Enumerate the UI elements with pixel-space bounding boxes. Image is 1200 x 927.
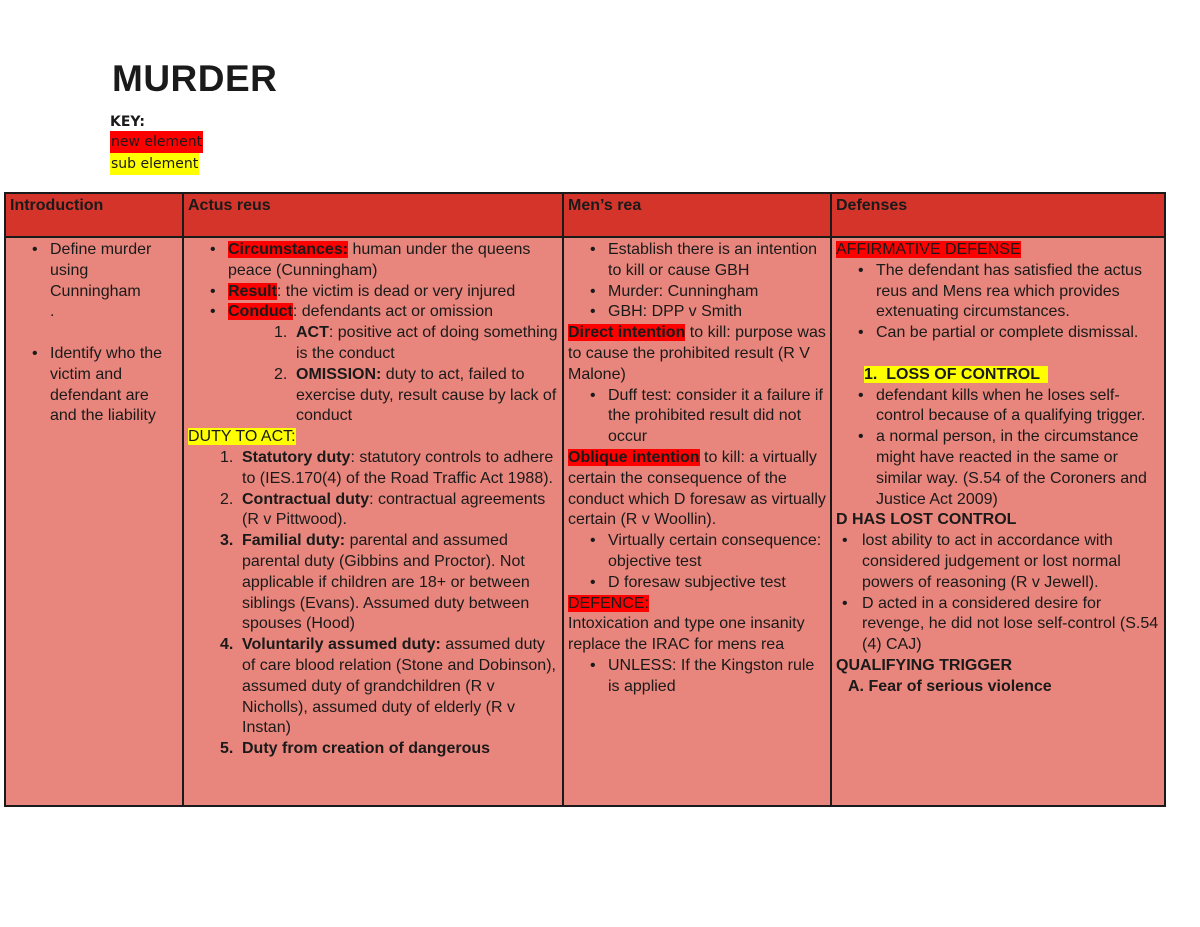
list-item: • GBH: DPP v Smith	[568, 302, 826, 323]
loss-of-control-list	[836, 386, 1160, 511]
list-item: 2. Contractual duty: contractual agreements (R v Pittwood).	[220, 490, 546, 529]
oblique-intention-label: Oblique intention	[568, 448, 700, 466]
direct-intention-label: Direct intention	[568, 324, 686, 342]
duties-list	[188, 448, 558, 760]
key-new-element: new element	[110, 131, 203, 153]
actus-reus-cell	[183, 237, 563, 806]
header-row	[5, 193, 1165, 237]
key-legend	[110, 113, 203, 175]
result-label: Result	[228, 282, 277, 300]
list-item: 4. Voluntarily assumed duty: assumed duty of care blood relation (Stone and Dobinson), assumed duty of grandchildren (R v Nicholls), assumed duty of elderly (R v Instan)	[220, 636, 556, 737]
duff-test-list	[568, 386, 826, 448]
list-item: • Result: the victim is dead or very injured	[188, 282, 558, 303]
lost-control-heading: D HAS LOST CONTROL	[836, 511, 1017, 529]
list-item: 5. Duty from creation of dangerous	[220, 740, 491, 758]
list-item: • lost ability to act in accordance with considered judgement or lost normal powers of reasoning (R v Jewell).	[836, 531, 1160, 593]
duty-to-act-heading: DUTY TO ACT:	[188, 428, 296, 446]
list-item: • Can be partial or complete dismissal.	[836, 323, 1160, 344]
list-item: • Conduct: defendants act or omission	[188, 302, 558, 323]
defence-text: Intoxication and type one insanity replace the IRAC for mens rea	[568, 615, 805, 654]
qualifying-trigger-heading: QUALIFYING TRIGGER	[836, 656, 1012, 674]
circumstances-label: Circumstances:	[228, 241, 349, 258]
list-item: • Identify who the victim and defendant are and the liability	[10, 344, 172, 427]
list-item: • D foresaw subjective test	[568, 573, 826, 594]
list-item: • Duff test: consider it a failure if the prohibited result did not occur	[568, 386, 826, 448]
page-title: MURDER	[112, 58, 278, 99]
list-item: • Virtually certain consequence: objective test	[568, 531, 826, 573]
header-introduction: Introduction	[5, 193, 183, 237]
defenses-cell	[831, 237, 1165, 806]
content-row	[5, 237, 1165, 806]
introduction-cell	[5, 237, 183, 806]
key-label: KEY:	[110, 114, 145, 130]
affirmative-list	[836, 261, 1160, 344]
list-item: • Circumstances: human under the queens peace (Cunningham)	[188, 240, 558, 282]
list-item: • D acted in a considered desire for revenge, he did not lose self-control (S.54 (4) CAJ)	[836, 594, 1160, 656]
list-item: 1. ACT: positive act of doing something is the conduct	[274, 324, 558, 362]
defence-label: DEFENCE:	[568, 594, 649, 612]
oblique-tests-list	[568, 531, 826, 593]
list-item: • Murder: Cunningham	[568, 282, 826, 303]
list-item: • Establish there is an intention to kill or cause GBH	[568, 240, 826, 282]
header-mens-rea: Men’s rea	[563, 193, 831, 237]
header-defenses: Defenses	[831, 193, 1165, 237]
conduct-types-list	[188, 323, 558, 427]
header-actus-reus: Actus reus	[183, 193, 563, 237]
actus-elements-list	[188, 240, 558, 323]
list-item: • Define murder using Cunningham .	[10, 240, 172, 344]
list-item: • UNLESS: If the Kingston rule is applied	[568, 656, 826, 698]
loss-of-control-heading: 1. LOSS OF CONTROL	[864, 366, 1048, 383]
mens-rea-list	[568, 240, 826, 323]
kingston-list	[568, 656, 826, 698]
mens-rea-cell: • Establish there is an intention to kill or cause GBH • Murder: Cunningham • GBH: DPP v Smith Direct intention to kill: purpose was to cause the prohibited result (R V Malone) • Duff test: consider it a failure if the prohibited result did not occur Oblique intention to kill: a virtually certain the consequence of the conduct which D foresaw as virtually certain (R v Woollin). • Virtually certain consequence: objective test • D foresaw subjective test DEFENCE: Intoxication and type one insanity replace the IRAC for mens rea • UNLESS: If the Kingston rule is applied	[563, 237, 831, 806]
list-item: • The defendant has satisfied the actus reus and Mens rea which provides extenuating circumstances.	[836, 261, 1160, 323]
key-sub-element: sub element	[110, 153, 199, 175]
list-item: 1. Statutory duty: statutory controls to adhere to (IES.170(4) of the Road Traffic Act 1988).	[220, 448, 554, 487]
list-item: • defendant kills when he loses self-control because of a qualifying trigger.	[836, 386, 1160, 428]
lost-control-list	[836, 531, 1160, 656]
introduction-list	[10, 240, 172, 427]
affirmative-defense-label: AFFIRMATIVE DEFENSE	[836, 241, 1021, 258]
conduct-label: Conduct	[228, 303, 293, 321]
list-item: 3. Familial duty: parental and assumed parental duty (Gibbins and Proctor). Not applicable if children are 18+ or between siblings (Evans). Assumed duty between spouses (Hood)	[220, 532, 530, 633]
qualifying-trigger-a: A. Fear of serious violence	[848, 677, 1052, 695]
list-item: 2. OMISSION: duty to act, failed to exercise duty, result cause by lack of conduct	[274, 365, 557, 425]
list-item: • a normal person, in the circumstance might have reacted in the same or similar way. (S.54 of the Coroners and Justice Act 2009)	[836, 427, 1160, 510]
notes-table	[4, 192, 1166, 807]
